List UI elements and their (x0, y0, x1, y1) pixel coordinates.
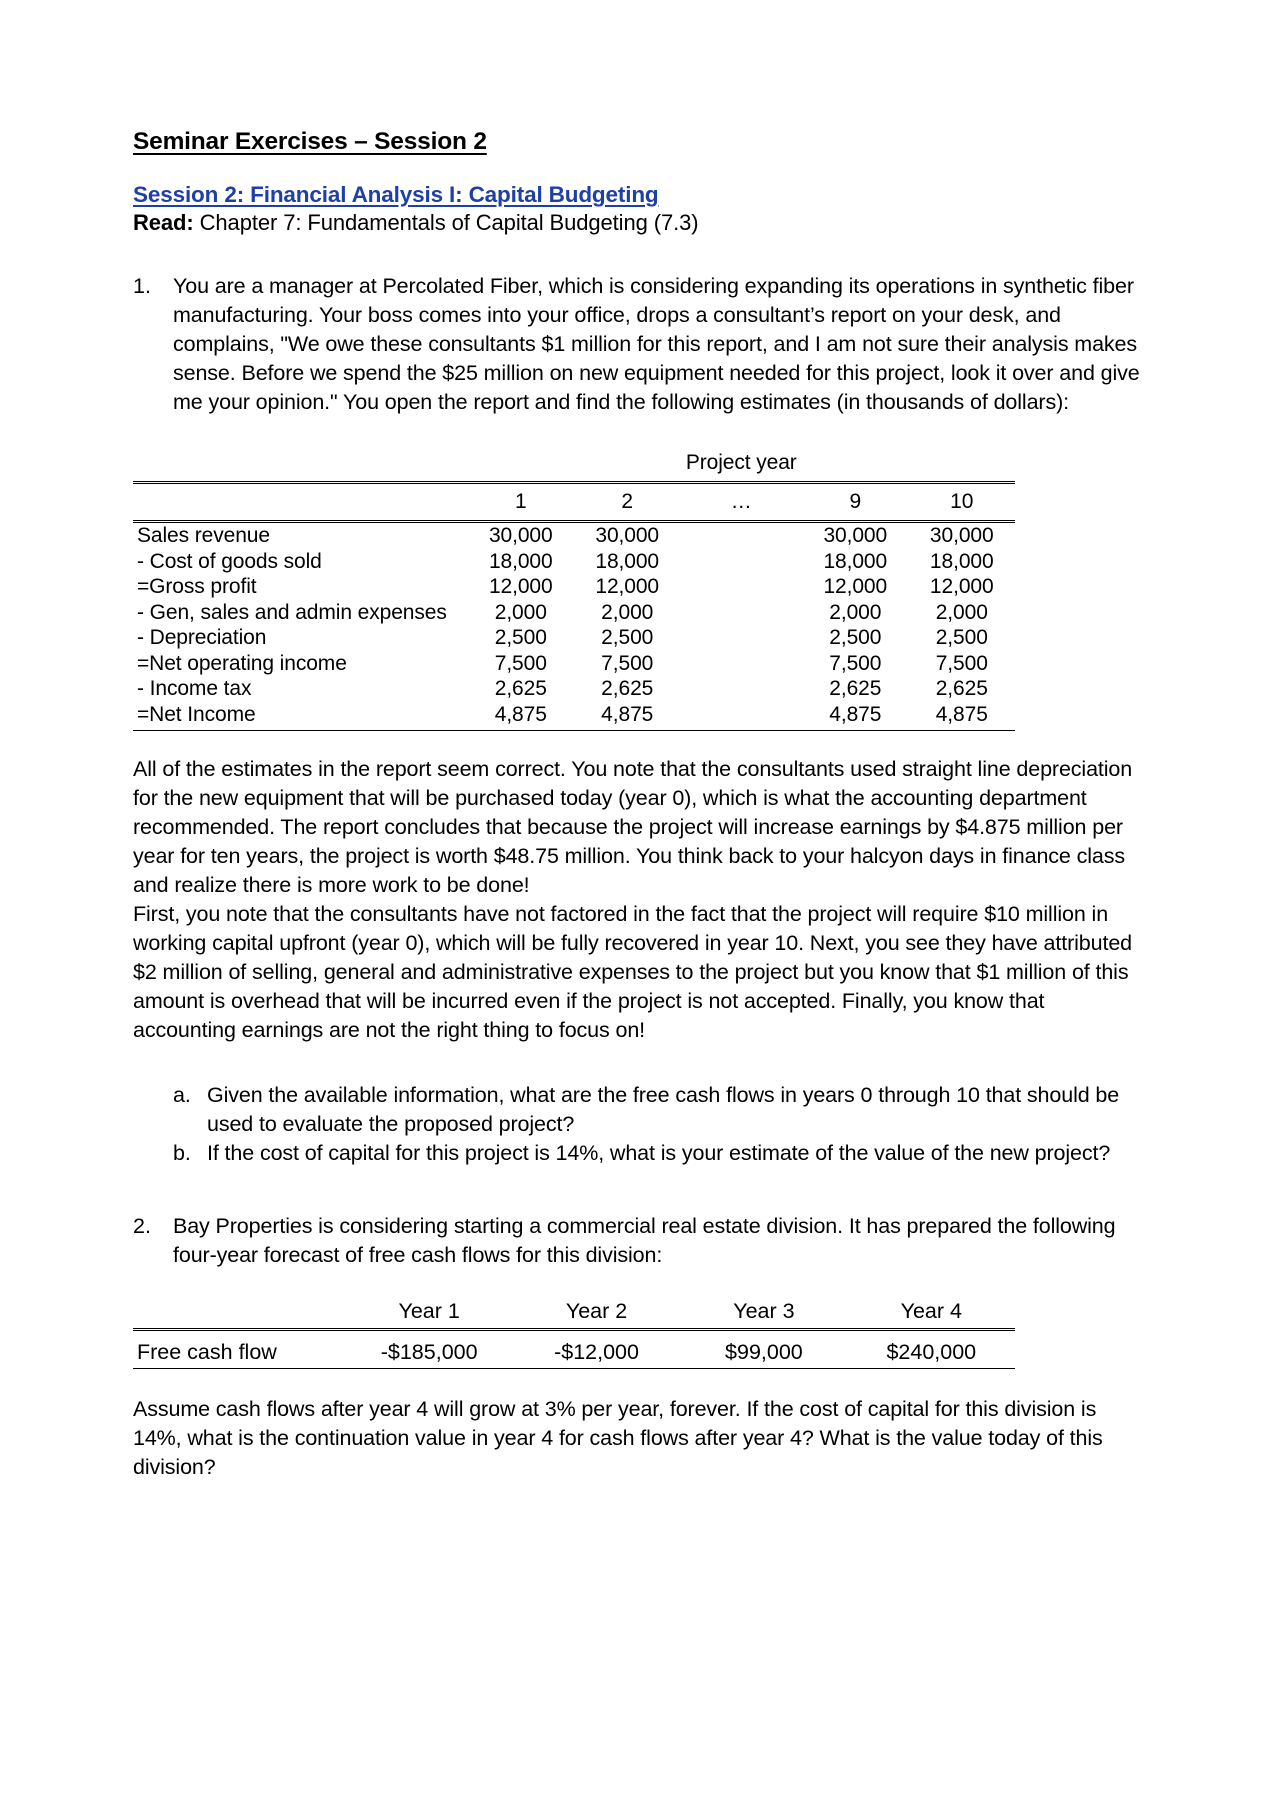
table-span-header-row (133, 451, 1015, 475)
table-row (133, 600, 1015, 626)
row-label: Sales revenue (137, 524, 270, 547)
row-value: 7,500 (829, 651, 882, 675)
row-value: 2,500 (601, 626, 654, 649)
list-item (173, 1139, 1145, 1168)
row-value: 30,000 (823, 524, 888, 547)
free-cash-flow-table (133, 1292, 1015, 1369)
row-value (680, 625, 802, 651)
question-1-prompt: You are a manager at Percolated Fiber, which is considering expanding its operations in synthetic fiber manufacturing. Your boss comes into your office, drops a consultant’s report on your desk, and complains, "We owe these consultants $1 million for this report, and I am not sure their analysis makes sense. Before we spend the $25 million on new equipment needed for this project, look it over and give me your opinion." You open the report and find the following estimates (in thousands of dollars): (173, 274, 1140, 414)
row-label: - Income tax (137, 677, 252, 700)
row-label: - Depreciation (137, 626, 267, 649)
row-value: 4,875 (829, 702, 882, 726)
project-year-table-wrap (133, 451, 1015, 731)
table2-header-year-3: Year 3 (733, 1299, 795, 1323)
read-label: Read: (133, 210, 194, 235)
row-value: 7,500 (601, 651, 654, 675)
question-1-paragraph-2: First, you note that the consultants have not factored in the fact that the project will require $10 million in working capital upfront (year 0), which will be fully recovered in year 10. Next, you see they have attributed $2 million of selling, general and administrative expenses to the project but you know that $1 million of this amount is overhead that will be incurred even if the project is not accepted. Finally, you know that accounting earnings are not the right thing to focus on! (133, 902, 1133, 1042)
row-value: 2,000 (494, 600, 547, 624)
row-value: 18,000 (929, 549, 994, 573)
row-label: =Net Income (137, 702, 256, 726)
question-1-sublist (173, 1081, 1145, 1168)
table-header-col-9: 9 (849, 490, 862, 513)
table-header-col-2: 2 (621, 490, 633, 513)
table-row (133, 625, 1015, 651)
row-value: 18,000 (488, 549, 553, 573)
row-value: 18,000 (595, 549, 660, 573)
page-title: Seminar Exercises – Session 2 (133, 128, 487, 155)
question-2-prompt: Bay Properties is considering starting a commercial real estate division. It has prepared the following four-year forecast of free cash flows for this division: (173, 1214, 1116, 1267)
table-row (133, 1330, 1015, 1366)
list-item (173, 1081, 1145, 1139)
table2-header-year-1: Year 1 (398, 1299, 460, 1323)
row-value: 7,500 (935, 651, 988, 675)
row-value: 2,000 (935, 600, 988, 624)
question-2-number: 2. (133, 1214, 151, 1238)
row-value: -$12,000 (554, 1340, 639, 1364)
row-value: 4,875 (601, 702, 654, 726)
free-cash-flow-table-wrap (133, 1292, 1015, 1369)
table2-header-row (133, 1292, 1015, 1324)
sub-item-text: If the cost of capital for this project is 14%, what is your estimate of the value of the new project? (207, 1141, 1111, 1165)
row-value (680, 651, 802, 677)
row-label: =Net operating income (137, 651, 347, 675)
table2-header-blank (133, 1292, 345, 1324)
row-value: 18,000 (823, 549, 888, 573)
sub-item-text: Given the available information, what are the free cash flows in years 0 through 10 that should be used to evaluate the proposed project? (207, 1083, 1120, 1136)
question-2 (133, 1212, 1145, 1270)
row-value (680, 600, 802, 626)
table2-bottom-rule (133, 1365, 1015, 1369)
session-heading-wrap (133, 182, 1145, 210)
sub-item-marker: b. (173, 1141, 191, 1165)
table-header-blank (133, 483, 468, 517)
table-header-col-ellipsis: … (730, 490, 752, 513)
question-2-closing-paragraph: Assume cash flows after year 4 will grow at 3% per year, forever. If the cost of capital for this division is 14%, what is the continuation value in year 4 for cash flows after year 4? What is the value today of this division? (133, 1397, 1103, 1479)
sub-item-marker: a. (173, 1083, 191, 1107)
page-title-wrap (133, 128, 1145, 182)
table-header-col-1: 1 (514, 490, 527, 513)
table-row (133, 651, 1015, 677)
row-value: 2,625 (494, 677, 547, 700)
row-value: 2,500 (935, 626, 988, 649)
row-value (680, 702, 802, 728)
session-heading-link[interactable]: Session 2: Financial Analysis I: Capital Budgeting (133, 182, 659, 207)
row-value: 12,000 (595, 575, 660, 598)
project-year-table (133, 451, 1015, 731)
table-row (133, 676, 1015, 702)
row-value: 4,875 (494, 702, 547, 726)
row-value: 12,000 (823, 575, 888, 598)
table-row (133, 522, 1015, 549)
read-line (133, 210, 1145, 236)
row-value (680, 574, 802, 600)
row-value: -$185,000 (380, 1340, 478, 1364)
row-value: $99,000 (725, 1340, 803, 1364)
row-value: 30,000 (488, 524, 553, 547)
table-row (133, 549, 1015, 575)
table-row (133, 574, 1015, 600)
row-value (680, 522, 802, 549)
row-value: 2,625 (829, 677, 882, 700)
row-label: =Gross profit (137, 575, 257, 598)
row-value: 4,875 (935, 702, 988, 726)
row-value (680, 676, 802, 702)
row-label: Free cash flow (137, 1340, 277, 1364)
row-value: 7,500 (494, 651, 547, 675)
table-span-header: Project year (685, 451, 797, 474)
row-value: 12,000 (929, 575, 994, 598)
table-row (133, 702, 1015, 728)
table-header-row (133, 483, 1015, 517)
question-1-number: 1. (133, 274, 151, 298)
table-bottom-rule (133, 727, 1015, 731)
row-value: 2,000 (829, 600, 882, 624)
read-text: Chapter 7: Fundamentals of Capital Budgeting (7.3) (193, 210, 699, 235)
row-value: 12,000 (488, 575, 553, 598)
row-value: $240,000 (886, 1340, 977, 1364)
row-value: 2,625 (935, 677, 988, 700)
question-1-paragraph-1: All of the estimates in the report seem correct. You note that the consultants used straight line depreciation for the new equipment that will be purchased today (year 0), which is what the accounting department recommended. The report concludes that because the project will increase earnings by $4.875 million per year for ten years, the project is worth $48.75 million. You think back to your halcyon days in finance class and realize there is more work to be done! (133, 757, 1133, 897)
row-value: 2,000 (601, 600, 654, 624)
table2-header-year-4: Year 4 (900, 1299, 962, 1323)
row-label: - Gen, sales and admin expenses (137, 600, 447, 624)
row-value: 2,625 (601, 677, 654, 700)
row-value: 2,500 (829, 626, 882, 649)
table2-header-year-2: Year 2 (565, 1299, 628, 1323)
row-value: 30,000 (595, 524, 660, 547)
row-value: 30,000 (929, 524, 994, 547)
table-top-rule (133, 475, 1015, 483)
row-value: 2,500 (494, 626, 547, 649)
row-value (680, 549, 802, 575)
row-label: - Cost of goods sold (137, 549, 322, 573)
table-header-col-10: 10 (950, 490, 974, 513)
question-1 (133, 272, 1145, 417)
